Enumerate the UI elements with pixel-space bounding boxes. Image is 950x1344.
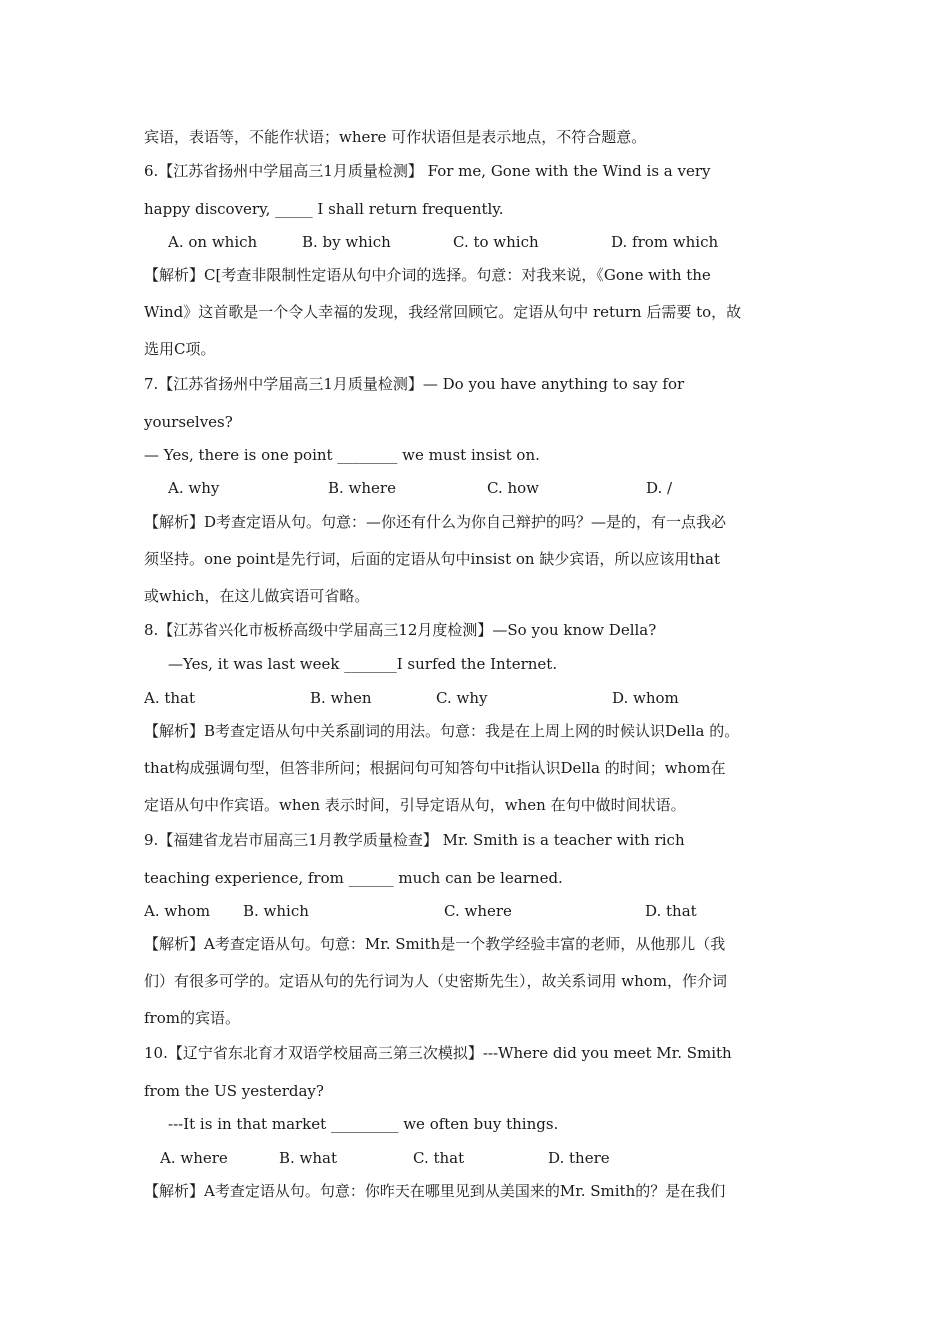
question-9-stem-cont: teaching experience, from ______ much can be learned. [144,869,563,887]
question-7-stem-cont: yourselves? [144,413,233,431]
question-10-stem: 10.【辽宁省东北育才双语学校届高三第三次模拟】---Where did you meet Mr. Smith [144,1044,732,1062]
q6-analysis-cont: 选用C项。 [144,340,216,358]
q6-option-c: C. to which [453,233,539,251]
q10-analysis: 【解析】A考查定语从句。句意：你昨天在哪里见到从美国来的Mr. Smith的？是在我们 [144,1182,726,1200]
q6-option-a: A. on which [168,233,258,251]
q7-option-c: C. how [487,479,540,497]
q7-option-d: D. / [646,479,673,497]
q7-analysis: 【解析】D考查定语从句。句意：—你还有什么为你自己辩护的吗？—是的，有一点我必 [144,513,727,531]
q8-analysis-cont: that构成强调句型，但答非所问；根据问句可知答句中it指认识Della 的时间；whom在 [144,759,726,777]
q10-option-d: D. there [548,1149,610,1167]
q8-analysis: 【解析】B考查定语从句中关系副词的用法。句意：我是在上周上网的时候认识Della 的。 [144,722,740,740]
question-7-reply: — Yes, there is one point ________ we must insist on. [144,446,540,464]
q9-option-b: B. which [243,902,309,920]
q7-option-b: B. where [328,479,396,497]
question-9-stem: 9.【福建省龙岩市届高三1月教学质量检查】 Mr. Smith is a teacher with rich [144,831,685,849]
q9-analysis-cont: from的宾语。 [144,1009,240,1027]
q10-option-c: C. that [413,1149,465,1167]
question-8-stem: 8.【江苏省兴化市板桥高级中学届高三12月度检测】—So you know Della? [144,621,657,639]
q7-option-a: A. why [168,479,220,497]
q6-option-d: D. from which [611,233,719,251]
q6-option-b: B. by which [302,233,391,251]
question-7-stem: 7.【江苏省扬州中学届高三1月质量检测】— Do you have anything to say for [144,375,685,393]
q7-analysis-cont: 或which，在这儿做宾语可省略。 [144,587,370,605]
question-6-stem-cont: happy discovery, _____ I shall return frequently. [144,200,504,218]
q8-option-b: B. when [310,689,372,707]
q8-option-a: A. that [144,689,196,707]
question-10-reply: ---It is in that market _________ we often buy things. [168,1115,559,1133]
q9-option-d: D. that [645,902,697,920]
q10-option-b: B. what [279,1149,338,1167]
q8-option-d: D. whom [612,689,679,707]
q9-option-c: C. where [444,902,512,920]
question-6-stem: 6.【江苏省扬州中学届高三1月质量检测】 For me, Gone with the Wind is a very [144,162,711,180]
question-8-reply: —Yes, it was last week _______I surfed the Internet. [168,655,558,673]
text-line: 宾语，表语等，不能作状语；where 可作状语但是表示地点，不符合题意。 [144,128,647,146]
question-10-stem-cont: from the US yesterday? [144,1082,324,1100]
q8-analysis-cont: 定语从句中作宾语。when 表示时间，引导定语从句，when 在句中做时间状语。 [144,796,686,814]
q8-option-c: C. why [436,689,488,707]
q9-option-a: A. whom [144,902,211,920]
q7-analysis-cont: 须坚持。one point是先行词，后面的定语从句中insist on 缺少宾语，所以应该用that [144,550,721,568]
q9-analysis: 【解析】A考查定语从句。句意：Mr. Smith是一个教学经验丰富的老师，从他那儿（我 [144,935,726,953]
q9-analysis-cont: 们）有很多可学的。定语从句的先行词为人（史密斯先生），故关系词用 whom，作介词 [144,972,728,990]
q6-analysis-cont: Wind》这首歌是一个令人幸福的发现，我经常回顾它。定语从句中 return 后需要 to，故 [144,303,742,321]
q10-option-a: A. where [160,1149,228,1167]
q6-analysis: 【解析】C[考查非限制性定语从句中介词的选择。句意：对我来说，《Gone with the [144,266,711,284]
